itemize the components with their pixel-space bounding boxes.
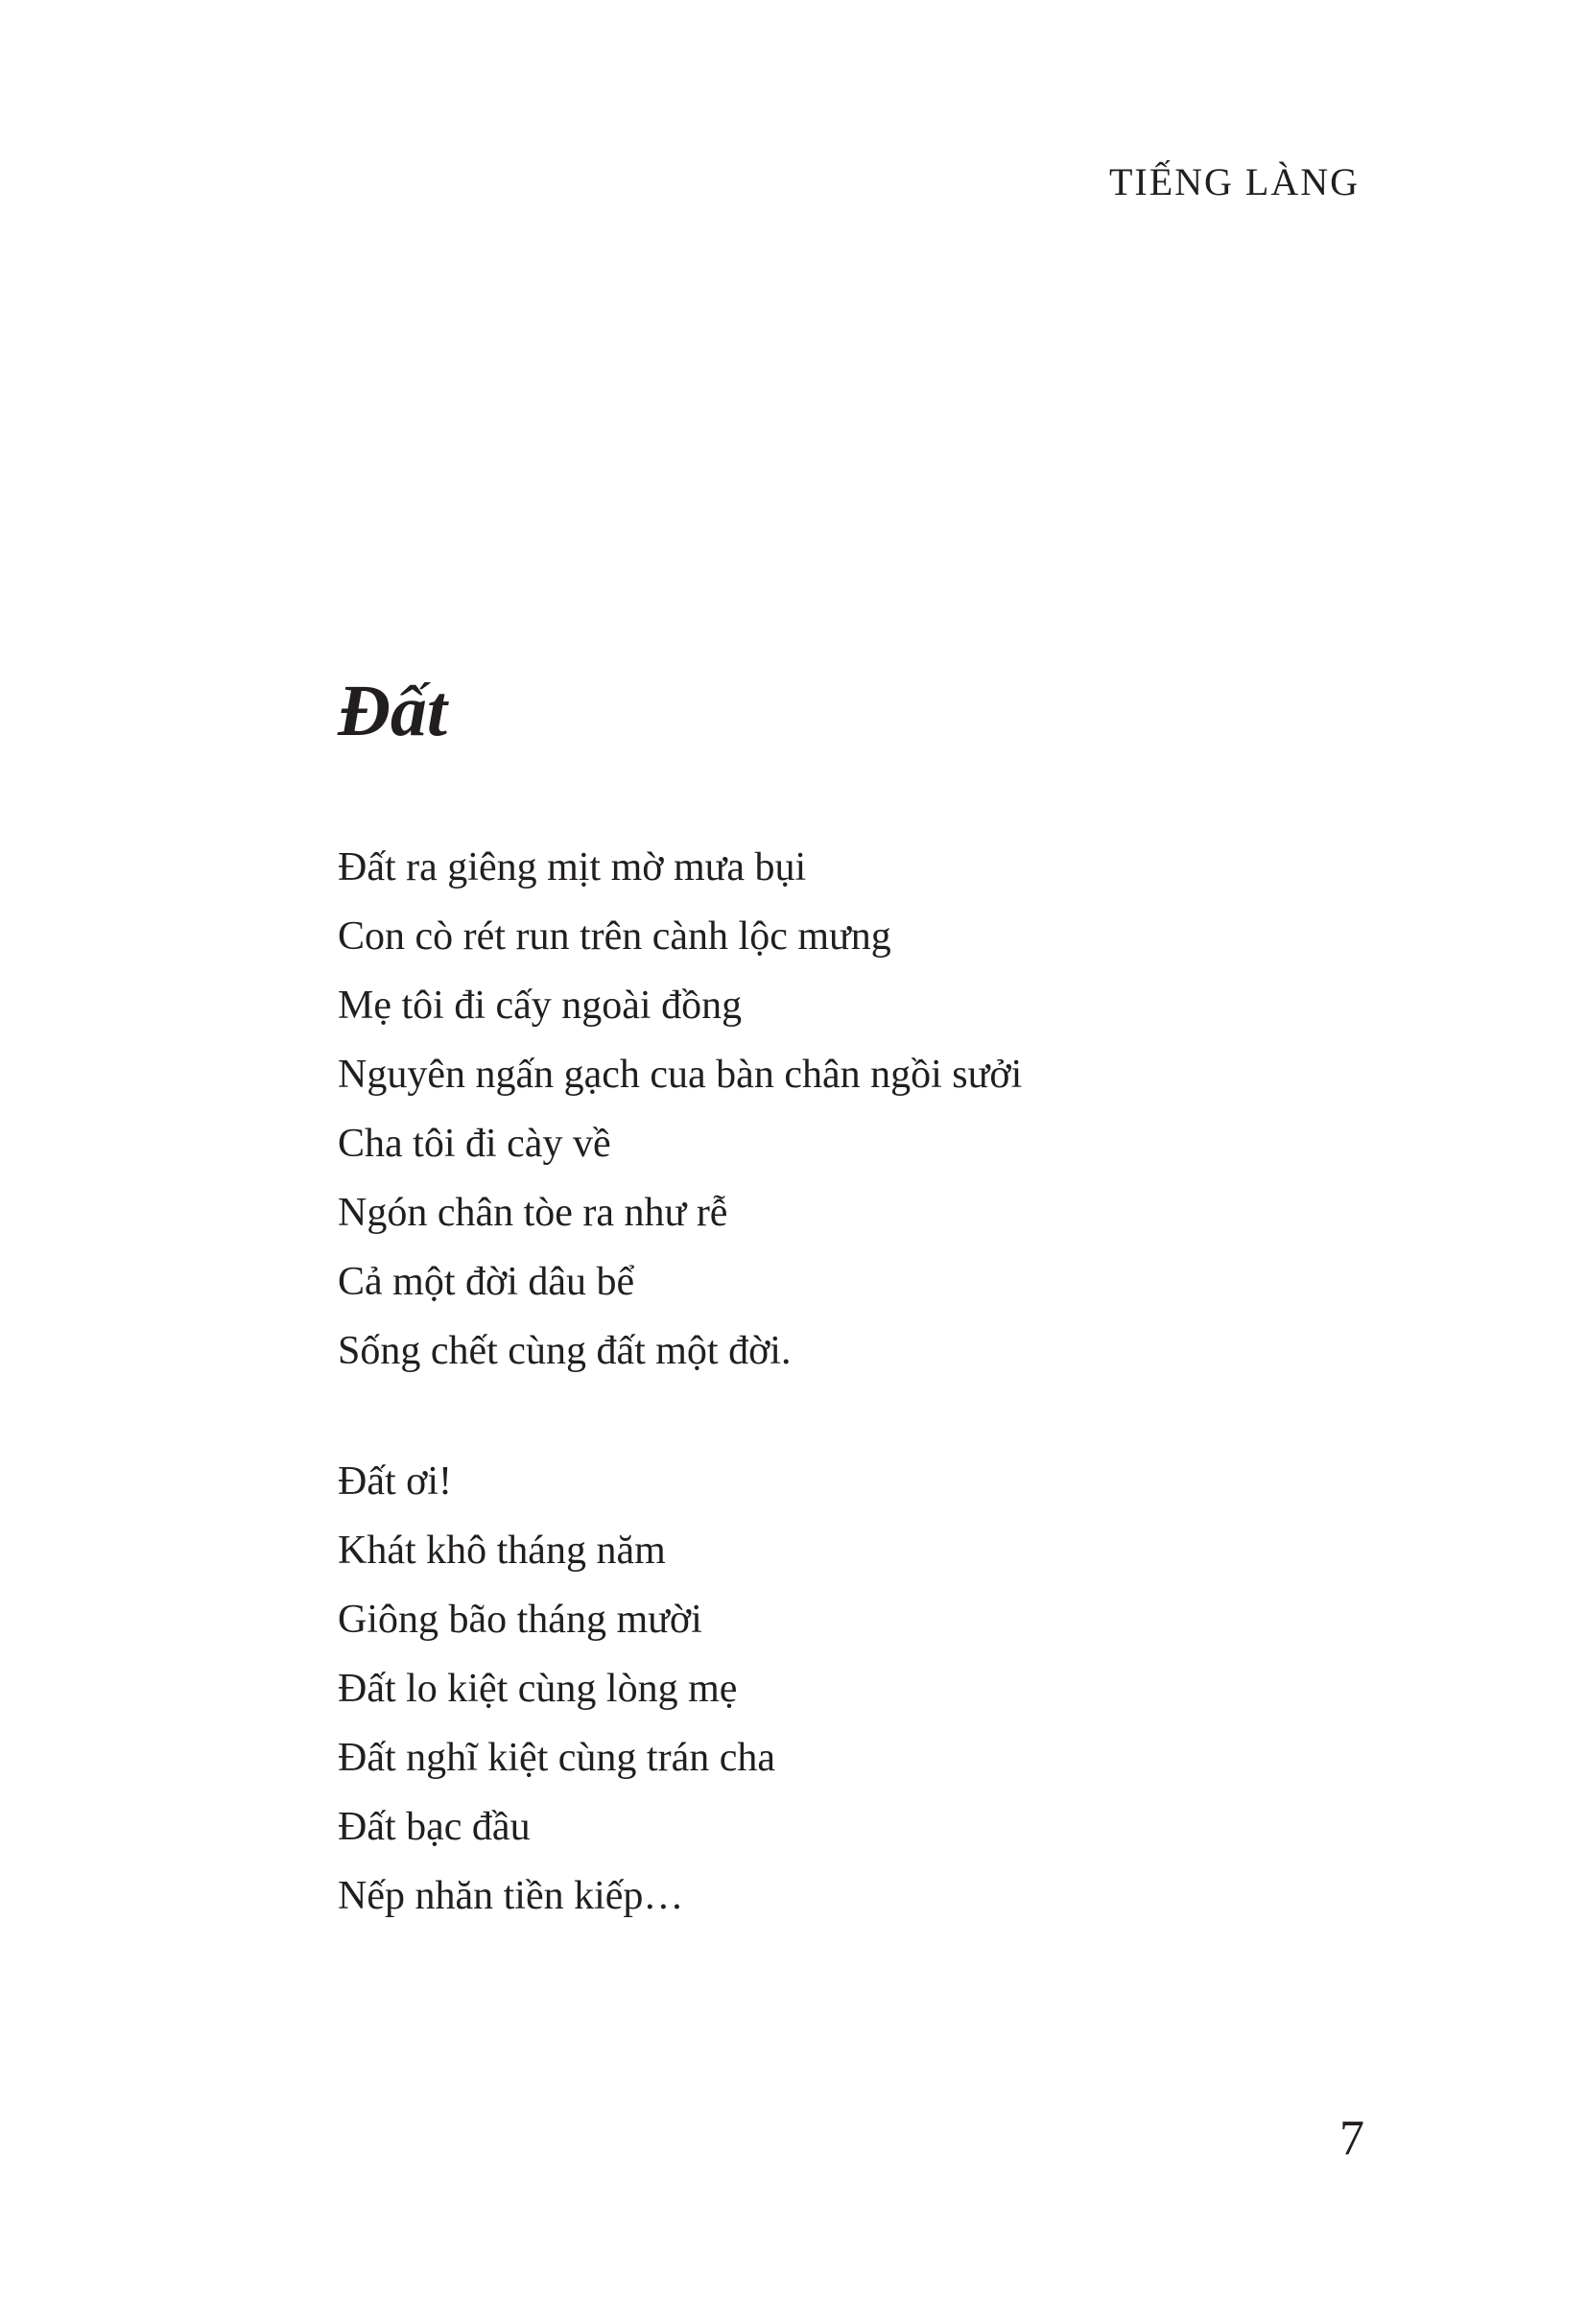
- poem-line: Đất nghĩ kiệt cùng trán cha: [338, 1736, 776, 1780]
- poem-line: Đất ra giêng mịt mờ mưa bụi: [338, 845, 807, 889]
- poem-line: Đất bạc đầu: [338, 1805, 531, 1849]
- poem-line: Đất lo kiệt cùng lòng mẹ: [338, 1667, 738, 1711]
- poem-line: Ngón chân tòe ra như rễ: [338, 1191, 728, 1235]
- poem-line: Đất ơi!: [338, 1459, 453, 1504]
- poem-line: Mẹ tôi đi cấy ngoài đồng: [338, 984, 743, 1028]
- page-number: 7: [1339, 2111, 1364, 2166]
- poem-line: Nếp nhăn tiền kiếp…: [338, 1874, 684, 1918]
- poem-line: Khát khô tháng năm: [338, 1529, 666, 1573]
- poem-line: Giông bão tháng mười: [338, 1598, 702, 1642]
- poem-line: Con cò rét run trên cành lộc mưng: [338, 914, 891, 959]
- poem-line: Nguyên ngấn gạch cua bàn chân ngồi sưởi: [338, 1053, 1023, 1097]
- stanza-2: [338, 1447, 1355, 1931]
- stanza-1: [338, 833, 1355, 1386]
- poem-title: Đất: [338, 671, 447, 751]
- poem-line: Cả một đời dâu bể: [338, 1260, 635, 1304]
- poem-line: Cha tôi đi cày về: [338, 1122, 611, 1166]
- poem-line: Sống chết cùng đất một đời.: [338, 1329, 792, 1373]
- poem-body: [338, 833, 1355, 1992]
- running-header: TIẾNG LÀNG: [1108, 160, 1360, 203]
